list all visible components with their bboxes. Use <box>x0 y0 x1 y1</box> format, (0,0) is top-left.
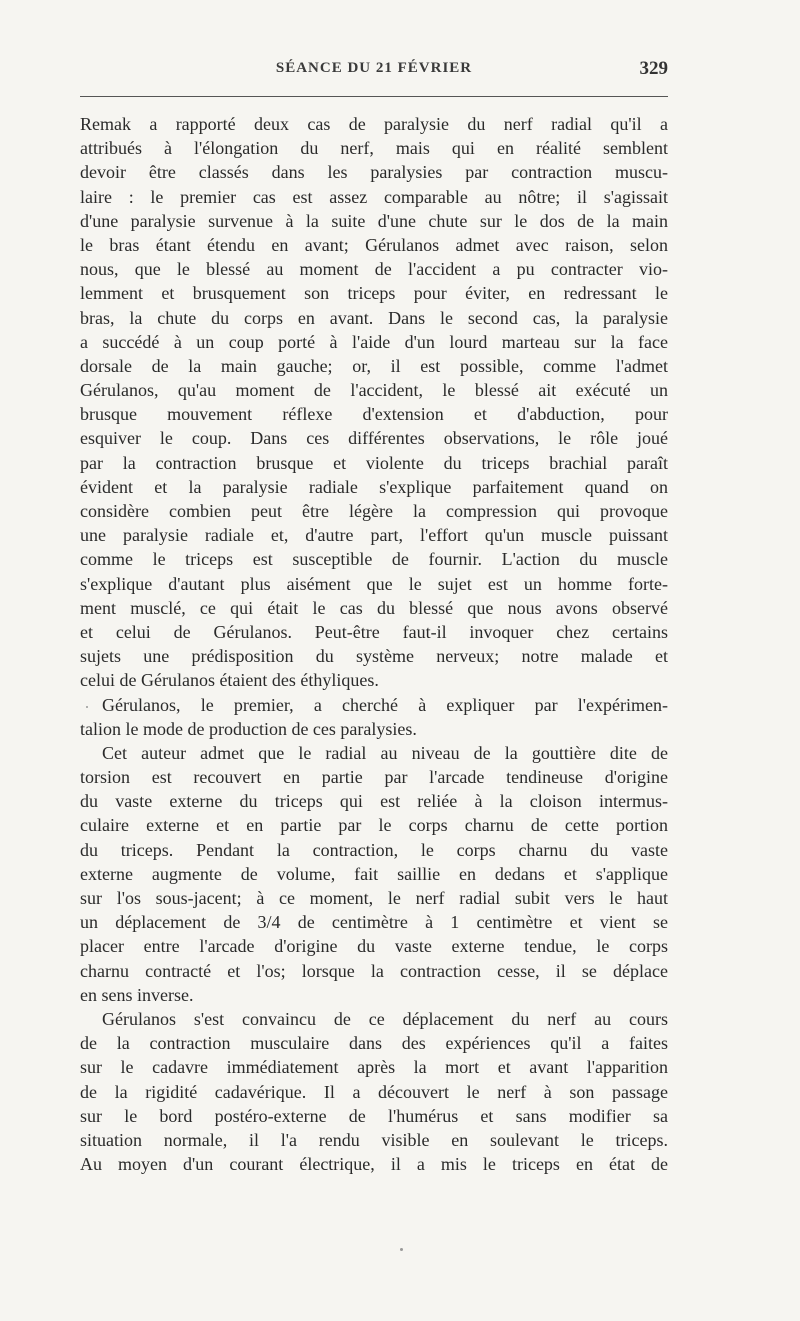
text-line: sur le bord postéro-externe de l'humérus et sans modifier sa <box>80 1105 668 1126</box>
page-number: 329 <box>639 58 668 79</box>
text-line: considère combien peut être légère la compression qui provoque <box>80 501 668 521</box>
text-line: ment musclé, ce qui était le cas du blessé que nous avons observé <box>80 597 668 618</box>
text-line: laire : le premier cas est assez comparable au nôtre; il s'agissait <box>80 186 668 207</box>
text-line: torsion est recouvert en partie par l'arcade tendineuse d'origine <box>80 767 668 788</box>
text-line: placer entre l'arcade d'origine du vaste externe tendue, le corps <box>80 936 668 957</box>
text-line: une paralysie radiale et, d'autre part, l'effort qu'un muscle puissant <box>80 525 668 546</box>
text-line: et celui de Gérulanos. Peut-être faut-il invoquer chez certains <box>80 621 668 642</box>
paper-speck <box>86 706 88 708</box>
text-line: situation normale, il l'a rendu visible en soulevant le triceps. <box>80 1129 668 1150</box>
running-title: SÉANCE DU 21 FÉVRIER <box>275 60 473 76</box>
running-header <box>80 60 668 86</box>
text-line: du triceps. Pendant la contraction, le corps charnu du vaste <box>80 839 668 860</box>
text-line: de la contraction musculaire dans des expériences qu'il a faites <box>80 1033 668 1054</box>
text-line: externe augmente de volume, fait saillie en dedans et s'applique <box>80 863 668 884</box>
text-line: nous, que le blessé au moment de l'accident a pu contracter vio- <box>80 259 668 280</box>
text-line: Cet auteur admet que le radial au niveau de la gouttière dite de <box>102 742 668 763</box>
text-line: charnu contracté et l'os; lorsque la contraction cesse, il se déplace <box>80 960 668 981</box>
text-line: sur l'os sous-jacent; à ce moment, le nerf radial subit vers le haut <box>80 888 668 908</box>
header-rule <box>80 96 668 97</box>
text-line: s'explique d'autant plus aisément que le sujet est un homme forte- <box>80 573 668 594</box>
text-line: dorsale de la main gauche; or, il est possible, comme l'admet <box>80 355 668 376</box>
text-line: Au moyen d'un courant électrique, il a mis le triceps en état de <box>80 1154 668 1175</box>
text-line: bras, la chute du corps en avant. Dans le second cas, la paralysie <box>80 307 668 328</box>
text-line: le bras étant étendu en avant; Gérulanos admet avec raison, selon <box>80 234 668 255</box>
text-line: évident et la paralysie radiale s'explique parfaitement quand on <box>80 476 668 497</box>
body-text <box>80 112 668 1176</box>
text-line: talion le mode de production de ces paralysies. <box>80 718 417 739</box>
text-line: Gérulanos, le premier, a cherché à expliquer par l'expérimen- <box>102 694 668 715</box>
text-line: lemment et brusquement son triceps pour éviter, en redressant le <box>80 283 668 304</box>
text-line: Gérulanos, qu'au moment de l'accident, le blessé ait exécuté un <box>80 380 668 401</box>
text-line: attribués à l'élongation du nerf, mais qui en réalité semblent <box>80 138 668 159</box>
text-line: Remak a rapporté deux cas de paralysie du nerf radial qu'il a <box>80 114 668 134</box>
text-line: sujets une prédisposition du système nerveux; notre malade et <box>80 646 668 667</box>
text-line: du vaste externe du triceps qui est reliée à la cloison intermus- <box>80 791 668 812</box>
paper-speck <box>400 1248 403 1251</box>
text-line: par la contraction brusque et violente du triceps brachial paraît <box>80 452 668 473</box>
text-line: de la rigidité cadavérique. Il a découvert le nerf à son passage <box>80 1081 668 1102</box>
text-line: comme le triceps est susceptible de fournir. L'action du muscle <box>80 549 668 570</box>
text-line: Gérulanos s'est convaincu de ce déplacement du nerf au cours <box>102 1008 668 1029</box>
text-line: sur le cadavre immédiatement après la mort et avant l'apparition <box>80 1057 668 1078</box>
text-line: esquiver le coup. Dans ces différentes observations, le rôle joué <box>80 428 668 449</box>
text-line: celui de Gérulanos étaient des éthyliques. <box>80 670 379 691</box>
text-line: un déplacement de 3/4 de centimètre à 1 centimètre et vient se <box>80 912 668 933</box>
text-line: d'une paralysie survenue à la suite d'une chute sur le dos de la main <box>80 210 668 231</box>
text-line: a succédé à un coup porté à l'aide d'un lourd marteau sur la face <box>80 331 668 352</box>
text-line: en sens inverse. <box>80 984 194 1005</box>
text-line: culaire externe et en partie par le corps charnu de cette portion <box>80 815 668 836</box>
text-line: brusque mouvement réflexe d'extension et d'abduction, pour <box>80 404 668 425</box>
text-line: devoir être classés dans les paralysies par contraction muscu- <box>80 162 668 183</box>
